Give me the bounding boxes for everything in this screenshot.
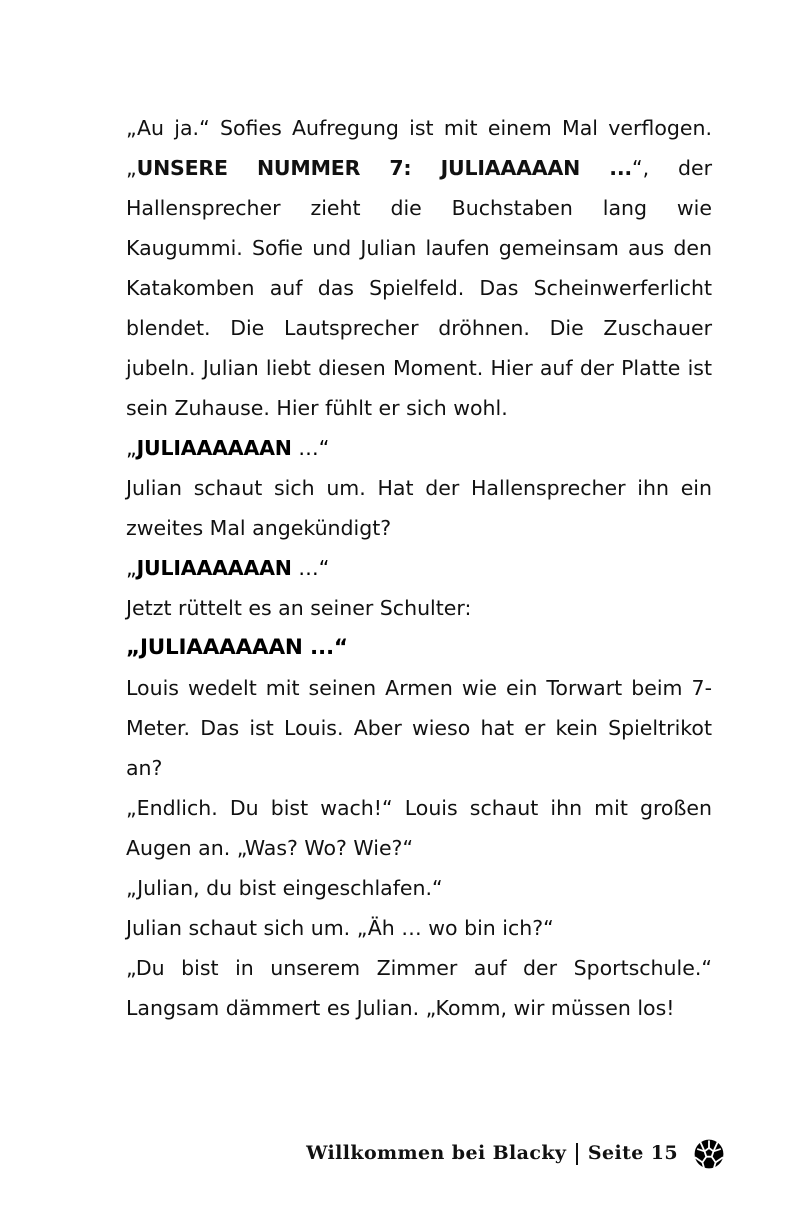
footer-page-label: Seite 15 bbox=[587, 1142, 678, 1164]
shout-2-open-quote: „ bbox=[126, 556, 137, 580]
shout-2-tail: …“ bbox=[291, 556, 330, 580]
page-text-column bbox=[126, 108, 712, 1028]
paragraph-9: „Du bist in unserem Zimmer auf der Sportschule.“ bbox=[126, 956, 712, 980]
shout-line-2 bbox=[126, 548, 712, 588]
shout-1-open-quote: „ bbox=[126, 436, 137, 460]
shout-3-tail: ...“ bbox=[302, 635, 348, 660]
paragraph-10: Langsam dämmert es Julian. „Komm, wir müssen los! bbox=[126, 996, 675, 1020]
paragraph-8: Julian schaut sich um. „Äh … wo bin ich?“ bbox=[126, 916, 554, 940]
shout-3-open-quote: „ bbox=[126, 635, 140, 660]
opening-quote: „ bbox=[126, 156, 137, 180]
paragraph-6: „Endlich. Du bist wach!“ Louis schaut ihn mit großen Augen an. „Was? Wo? Wie?“ bbox=[126, 796, 712, 860]
shout-2-name: JULIAAAAAAN bbox=[136, 556, 292, 580]
paragraph-3: Julian schaut sich um. Hat der Hallensprecher ihn ein zweites Mal angekündigt? bbox=[126, 476, 712, 540]
paragraph-2 bbox=[126, 148, 712, 428]
paragraph-7: „Julian, du bist eingeschlafen.“ bbox=[126, 876, 443, 900]
shout-3-name: JULIAAAAAAN bbox=[139, 635, 303, 660]
shout-1-tail: …“ bbox=[291, 436, 330, 460]
soccer-ball-icon bbox=[694, 1139, 724, 1169]
footer-book-title: Willkommen bei Blacky bbox=[306, 1142, 567, 1164]
page-footer bbox=[0, 1131, 800, 1175]
paragraph-2-rest: “, der Hallensprecher zieht die Buchstaben lang wie Kaugummi. Sofie und Julian laufen gemeinsam aus den Katakomben auf das Spielfeld. Das Scheinwerferlicht blendet. Die Lautsprecher dröhnen. Die Zuschauer jubeln. Julian liebt diesen Moment. Hier auf der Platte ist sein Zuhause. Hier fühlt er sich wohl. bbox=[126, 156, 712, 420]
paragraph-4: Jetzt rüttelt es an seiner Schulter: bbox=[126, 596, 472, 620]
footer-text-group bbox=[306, 1142, 678, 1164]
paragraph-5: Louis wedelt mit seinen Armen wie ein Torwart beim 7-Meter. Das ist Louis. Aber wieso hat er kein Spieltrikot an? bbox=[126, 676, 712, 780]
shout-1-name: JULIAAAAAAN bbox=[136, 436, 292, 460]
shout-line-3 bbox=[126, 628, 712, 668]
paragraph-1: „Au ja.“ Sofies Aufregung ist mit einem Mal verflogen. bbox=[126, 116, 712, 140]
announcement-bold-text: UNSERE NUMMER 7: JULIAAAAAN ... bbox=[136, 156, 633, 180]
footer-separator bbox=[576, 1143, 578, 1165]
shout-line-1 bbox=[126, 428, 712, 468]
